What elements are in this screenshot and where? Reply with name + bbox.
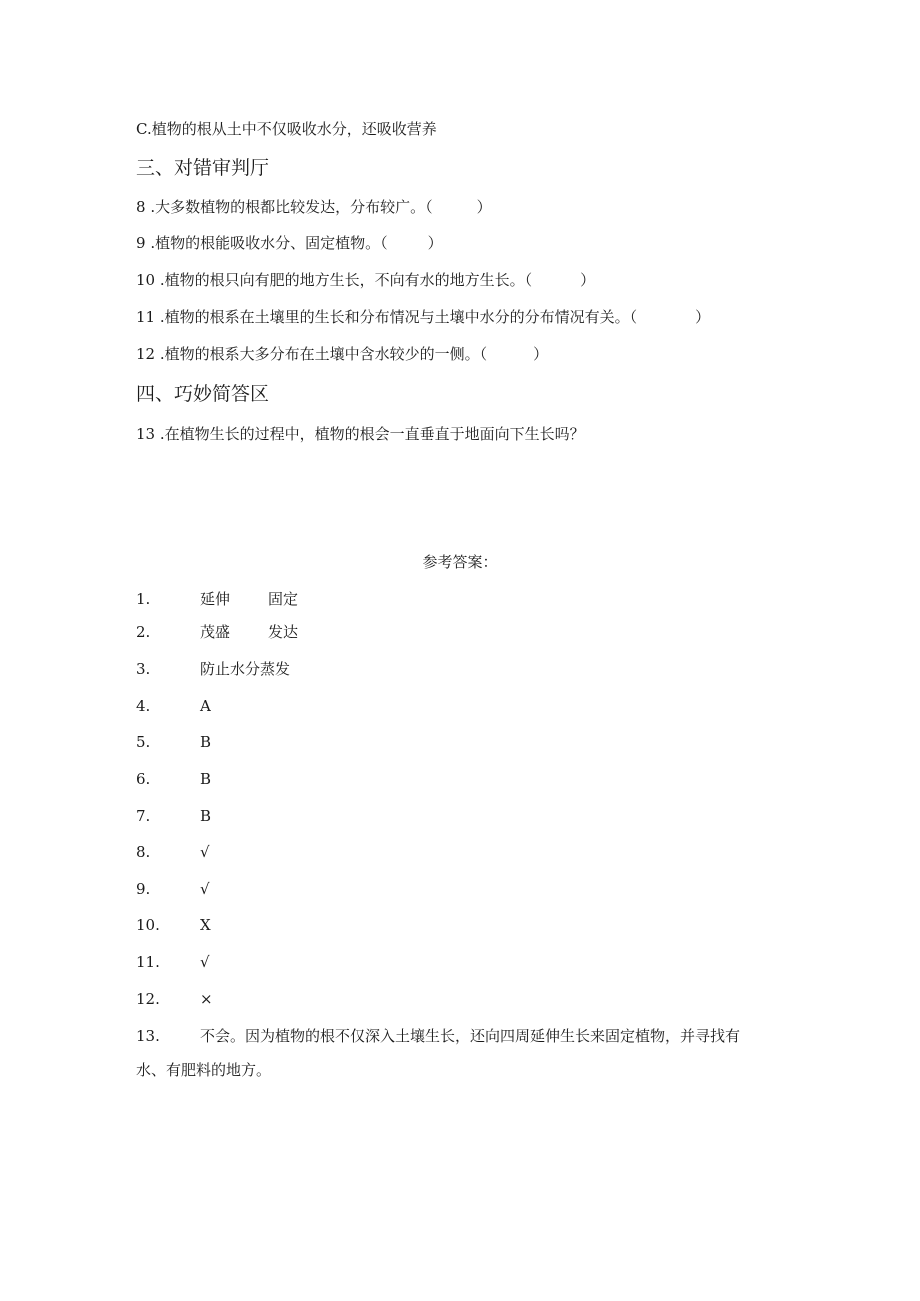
question-13 <box>136 424 585 444</box>
answer-value: × <box>200 990 213 1008</box>
answer-row <box>136 915 211 935</box>
question-text: .大多数植物的根都比较发达，分布较广。（ <box>150 198 433 216</box>
question-number: 9 <box>136 234 146 252</box>
answer-value: X <box>200 916 211 934</box>
section3-title: 三、对错审判厅 <box>136 157 270 179</box>
question-number: 12 <box>136 345 156 363</box>
answer-number: 6. <box>136 770 151 788</box>
answer-row <box>136 732 211 752</box>
question-number: 10 <box>136 271 156 289</box>
question-8 <box>136 197 492 217</box>
answer-value-2: 固定 <box>268 590 299 608</box>
question-12 <box>136 344 548 364</box>
question-number: 11 <box>136 308 156 326</box>
answer-value: 延伸 <box>200 590 231 608</box>
answer-row <box>136 696 211 716</box>
answer-paren-close: ） <box>695 308 711 326</box>
answer-number: 2. <box>136 623 151 641</box>
answer-number: 11. <box>136 953 160 971</box>
answer-value: √ <box>200 953 210 971</box>
answer-value-2: 发达 <box>268 623 299 641</box>
answer-number: 10. <box>136 916 160 934</box>
answer-number: 9. <box>136 880 151 898</box>
answer-number: 1. <box>136 590 151 608</box>
answer-row <box>136 659 290 679</box>
answer-paren-close: ） <box>427 234 443 252</box>
answer-row <box>136 769 211 789</box>
answer-value: B <box>200 733 212 751</box>
question-9 <box>136 233 443 253</box>
answer-number: 3. <box>136 660 151 678</box>
question-text: .植物的根系在土壤里的生长和分布情况与土壤中水分的分布情况有关。（ <box>159 308 638 326</box>
answer-row <box>136 989 213 1009</box>
answer-value: √ <box>200 880 210 898</box>
answers-title: 参考答案： <box>422 553 498 571</box>
option-c: C.植物的根从土中不仅吸收水分，还吸收营养 <box>136 120 437 138</box>
answer-value: B <box>200 807 212 825</box>
answer-value: A <box>200 697 211 715</box>
answer-row <box>136 589 298 609</box>
answer-text: 不会。因为植物的根不仅深入土壤生长，还向四周延伸生长来固定植物，并寻找有水、有肥料的地方。 <box>136 1027 741 1079</box>
answer-value: B <box>200 770 212 788</box>
answer-row <box>136 879 210 899</box>
question-text: .植物的根系大多分布在土壤中含水较少的一侧。（ <box>159 345 488 363</box>
answer-row <box>136 842 210 862</box>
answer-number: 8. <box>136 843 151 861</box>
answer-number: 5. <box>136 733 151 751</box>
answer-number: 12. <box>136 990 160 1008</box>
question-number: 13 <box>136 425 156 443</box>
answer-number: 13. <box>136 1027 160 1045</box>
answer-paren-close: ） <box>580 271 596 289</box>
question-11 <box>136 307 710 327</box>
answer-row <box>136 622 298 642</box>
answer-row <box>136 806 211 826</box>
answer-13 <box>136 1019 766 1087</box>
question-10 <box>136 270 595 290</box>
question-number: 8 <box>136 198 146 216</box>
answer-value: √ <box>200 843 210 861</box>
answer-value: 防止水分蒸发 <box>200 660 291 678</box>
answer-value: 茂盛 <box>200 623 231 641</box>
question-text: .植物的根只向有肥的地方生长，不向有水的地方生长。（ <box>159 271 533 289</box>
question-text: .在植物生长的过程中，植物的根会一直垂直于地面向下生长吗？ <box>159 425 585 443</box>
answer-row <box>136 952 210 972</box>
answer-paren-close: ） <box>533 345 549 363</box>
answer-number: 4. <box>136 697 151 715</box>
answer-number: 7. <box>136 807 151 825</box>
question-text: .植物的根能吸收水分、固定植物。（ <box>150 234 388 252</box>
section4-title: 四、巧妙简答区 <box>136 383 270 405</box>
answer-paren-close: ） <box>476 198 492 216</box>
